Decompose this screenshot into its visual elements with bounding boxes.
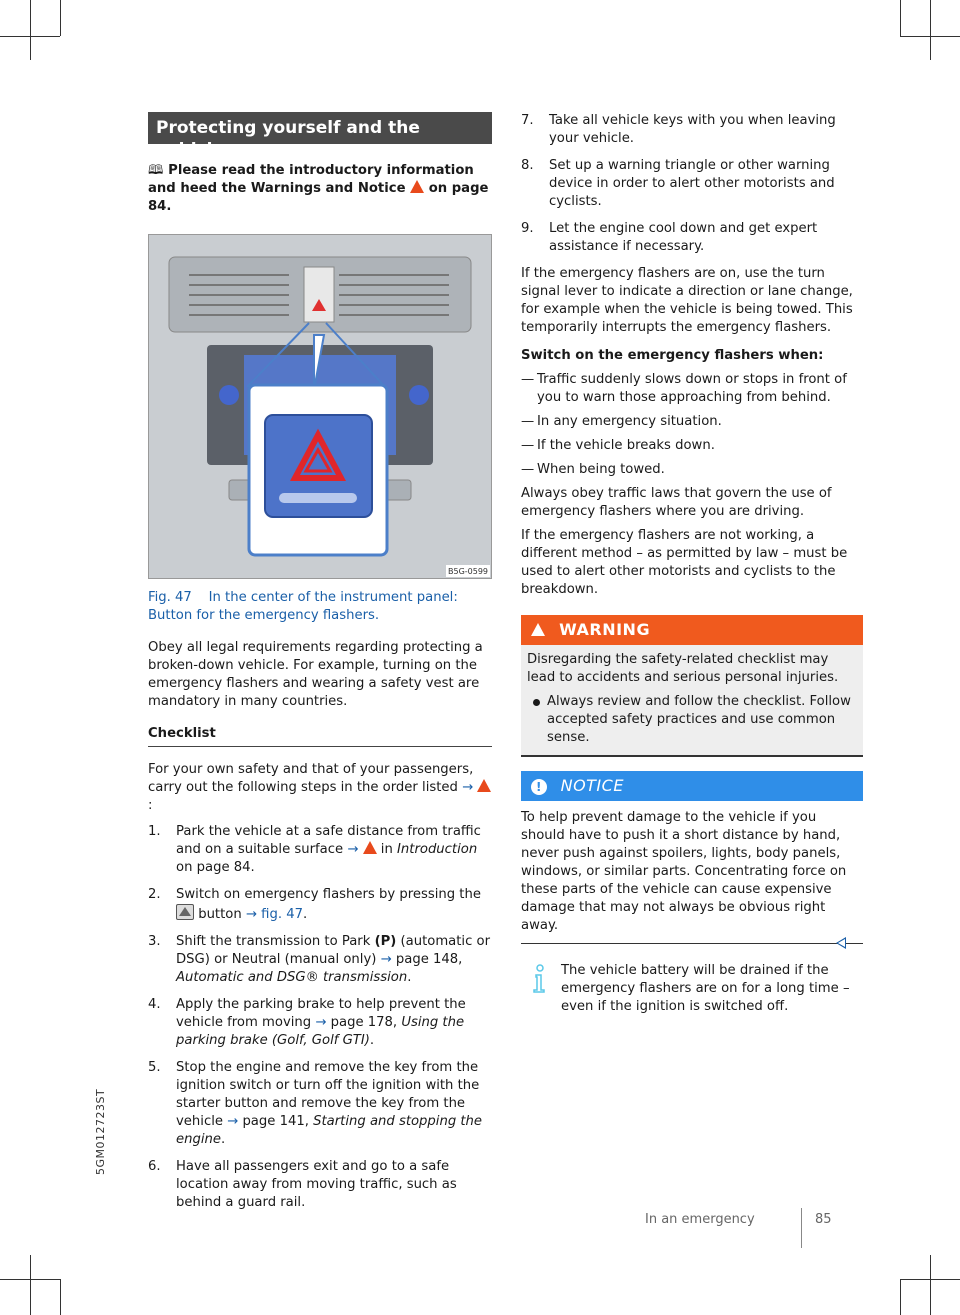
figure-link[interactable]: fig. 47	[261, 907, 304, 922]
not-working-paragraph: If the emergency flashers are not working, a different method – as permitted by law – must be used to alert other motorists and cyclists to the breakdown.	[521, 528, 848, 597]
warning-header: WARNING	[521, 615, 863, 645]
warning-box	[521, 615, 863, 757]
warning-triangle-icon	[410, 180, 424, 193]
starting-link[interactable]: Starting and stopping the engine	[176, 1114, 483, 1147]
list-item: — When being towed.	[521, 461, 863, 479]
checklist-steps	[148, 823, 492, 1212]
turn-signal-paragraph: If the emergency flashers are on, use the turn signal lever to indicate a direction or lane change, for example when the vehicle is being towed. This temporarily interrupts the emergency flashers.	[521, 266, 853, 335]
checklist-heading: Checklist	[148, 725, 492, 747]
arrow-icon: →	[347, 842, 359, 857]
list-item: 6. Have all passengers exit and go to a safe location away from moving traffic, such as behind a guard rail.	[148, 1159, 457, 1210]
introduction-link[interactable]: Introduction	[397, 842, 478, 857]
checklist-intro: For your own safety and that of your passengers, carry out the following steps in the order listed → :	[148, 761, 492, 815]
warning-triangle-icon	[477, 779, 491, 792]
left-column	[148, 112, 492, 1221]
info-icon	[533, 964, 547, 994]
right-column	[521, 112, 863, 1016]
arrow-icon: →	[227, 1114, 239, 1129]
obey-paragraph: Always obey traffic laws that govern the use of emergency flashers where you are driving.	[521, 486, 832, 519]
list-item: 5. Stop the engine and remove the key from the ignition switch or turn off the ignition with the starter button and remove the key from the vehicle → page 141, Starting and stopping the engine.	[148, 1060, 483, 1147]
switch-on-list	[521, 371, 863, 479]
arrow-icon: →	[462, 780, 474, 795]
section-title: Protecting yourself and the vehicle	[148, 112, 492, 144]
parking-brake-link[interactable]: Using the parking brake (Golf, Golf GTI)	[176, 1015, 465, 1048]
intro-note: 🕮 Please read the introductory information and heed the Warnings and Notice on page 84.	[148, 163, 489, 214]
list-item: — If the vehicle breaks down.	[521, 437, 863, 455]
list-item: 9. Let the engine cool down and get expert assistance if necessary.	[521, 221, 818, 254]
transmission-link[interactable]: Automatic and DSG® transmission	[176, 970, 408, 985]
book-icon: 🕮	[148, 163, 164, 178]
page-number: 85	[815, 1212, 832, 1227]
list-item: 1. Park the vehicle at a safe distance from traffic and on a suitable surface → in Introduction on page 84.	[148, 824, 481, 875]
end-of-section-icon	[836, 937, 846, 949]
intro-paragraph: Obey all legal requirements regarding protecting a broken-down vehicle. For example, turning on the emergency flashers and wearing a safety vest are mandatory in many countries.	[148, 640, 483, 709]
footer-divider	[801, 1208, 802, 1248]
tip-note: The vehicle battery will be drained if the emergency flashers are on for a long time – even if the ignition is switched off.	[521, 962, 863, 1016]
warning-text: Disregarding the safety-related checklist may lead to accidents and serious personal injuries.	[527, 652, 839, 685]
arrow-icon: →	[245, 907, 257, 922]
list-item: 4. Apply the parking brake to help prevent the vehicle from moving → page 178, Using the parking brake (Golf, Golf GTI).	[148, 997, 466, 1048]
list-item: — Traffic suddenly slows down or stops in front of you to warn those approaching from behind.	[521, 371, 863, 407]
notice-icon: !	[531, 779, 547, 795]
list-item: 8. Set up a warning triangle or other warning device in order to alert other motorists and cyclists.	[521, 158, 835, 209]
hazard-button-icon	[176, 904, 194, 920]
notice-header: ! NOTICE	[521, 771, 863, 801]
warning-bullet: Always review and follow the checklist. Follow accepted safety practices and use common sense.	[527, 693, 857, 747]
footer-section-name: In an emergency	[645, 1212, 755, 1227]
dashboard-illustration	[149, 235, 491, 578]
notice-text: To help prevent damage to the vehicle if you should have to push it a short distance by hand, never push against spoilers, lights, body panels, windows, or similar parts. Concentrating force on these parts of the vehicle can cause expensive damage that may not always be obvious right away.	[521, 801, 863, 944]
document-code: 5GM012723ST	[94, 1088, 107, 1175]
figure-emergency-flasher-button	[148, 234, 492, 579]
figure-caption: Fig. 47 In the center of the instrument panel: Button for the emergency flashers.	[148, 590, 458, 623]
list-item: 3. Shift the transmission to Park (P) (automatic or DSG) or Neutral (manual only) → page 148, Automatic and DSG® transmission.	[148, 934, 491, 985]
arrow-icon: →	[380, 952, 392, 967]
list-item: 2. Switch on emergency flashers by pressing the button → fig. 47.	[148, 887, 481, 922]
checklist-steps-continued	[521, 112, 863, 256]
list-item: 7. Take all vehicle keys with you when leaving your vehicle.	[521, 113, 836, 146]
warning-triangle-icon	[363, 841, 377, 854]
list-item: — In any emergency situation.	[521, 413, 863, 431]
switch-on-heading: Switch on the emergency flashers when:	[521, 348, 824, 363]
warning-triangle-icon	[531, 623, 545, 636]
svg-text:B5G-0599: B5G-0599	[448, 567, 489, 576]
arrow-icon: →	[315, 1015, 327, 1030]
